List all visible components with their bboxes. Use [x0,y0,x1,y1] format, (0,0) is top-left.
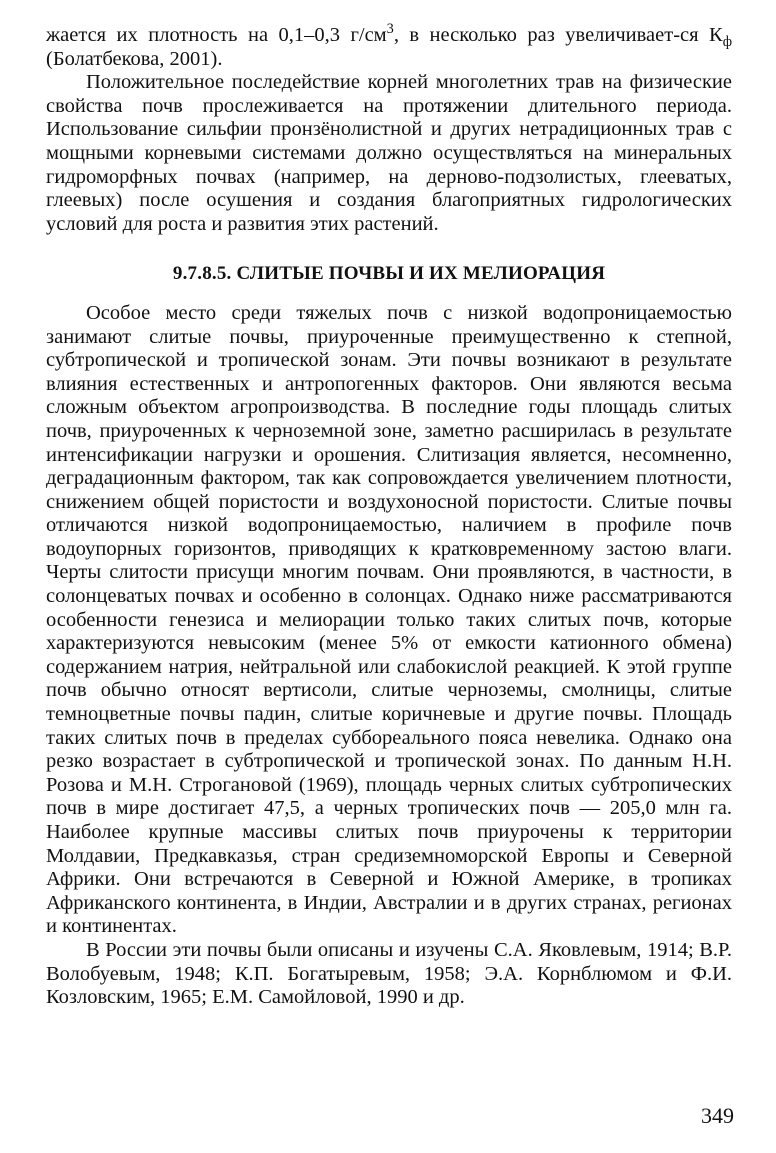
intro-text-b: , в несколько раз увеличивает-ся К [393,24,723,46]
intro-text-a: жается их плотность на 0,1–0,3 г/см [46,24,387,46]
paragraph-russia: В России эти почвы были описаны и изучены С.А. Яковлевым, 1914; В.Р. Волобуевым, 1948; К.П. Богатыревым, 1958; Э.А. Корнблюмом и Ф.И. Козловским, 1965; Е.М. Самойловой, 1990 и др. [46,938,732,1009]
section-heading: 9.7.8.5. СЛИТЫЕ ПОЧВЫ И ИХ МЕЛИОРАЦИЯ [172,263,606,285]
intro-text-c: (Болатбекова, 2001). [46,47,223,70]
body-text [46,21,732,1010]
paragraph-intro [46,21,732,71]
paragraph-roots: Положительное последействие корней многолетних трав на физические свойства почв прослеживается на протяжении длительного периода. Использование сильфии пронзёнолистной и других нетрадиционных трав с мощными корневыми системами должно осуществляться на минеральных гидроморфных почвах (например, на дерново-подзолистых, глееватых, глеевых) после осушения и создания благоприятных гидрологических условий для роста и развития этих растений. [46,71,732,235]
subscript-f: ф [722,34,732,51]
page-number: 349 [701,1103,734,1128]
paragraph-main: Особое место среди тяжелых почв с низкой водопроницаемостью занимают слитые почвы, приуроченные преимущественно к степной, субтропической и тропической зонам. Эти почвы возникают в результате влияния естественных и антропогенных факторов. Они являются весьма сложным объектом агропроизводства. В последние годы площадь слитых почв, приуроченных к черноземной зоне, заметно расширилась в результате интенсификации нагрузки и орошения. Слитизация является, несомненно, деградационным фактором, так как сопровождается увеличением плотности, снижением общей пористости и воздухоносной пористости. Слитые почвы отличаются низкой водопроницаемостью, наличием в профиле почв водоупорных горизонтов, приводящих к кратковременному застою влаги. Черты слитости присущи многим почвам. Они проявляются, в частности, в солонцеватых почвах и особенно в солонцах. Однако ниже рассматриваются особенности генезиса и мелиорации только таких слитых почв, которые характеризуются невысоким (менее 5% от емкости катионного обмена) содержанием натрия, нейтральной или слабокислой реакцией. К этой группе почв обычно относят вертисоли, слитые черноземы, смолницы, слитые темноцветные почвы падин, слитые коричневые и другие почвы. Площадь таких слитых почв в пределах суббореального пояса невелика. Однако она резко возрастает в субтропической и тропической зонах. По данным Н.Н. Розова и М.Н. Строгановой (1969), площадь черных слитых субтропических почв в мире достигает 47,5, а черных тропических почв — 205,0 млн га. Наиболее крупные массивы слитых почв приурочены к территории Молдавии, Предкавказья, стран средиземноморской Европы и Северной Африки. Они встречаются в Северной и Южной Америке, в тропиках Африканского континента, в Индии, Австралии и в других странах, регионах и континентах. [46,301,732,938]
superscript-3: 3 [386,21,394,38]
